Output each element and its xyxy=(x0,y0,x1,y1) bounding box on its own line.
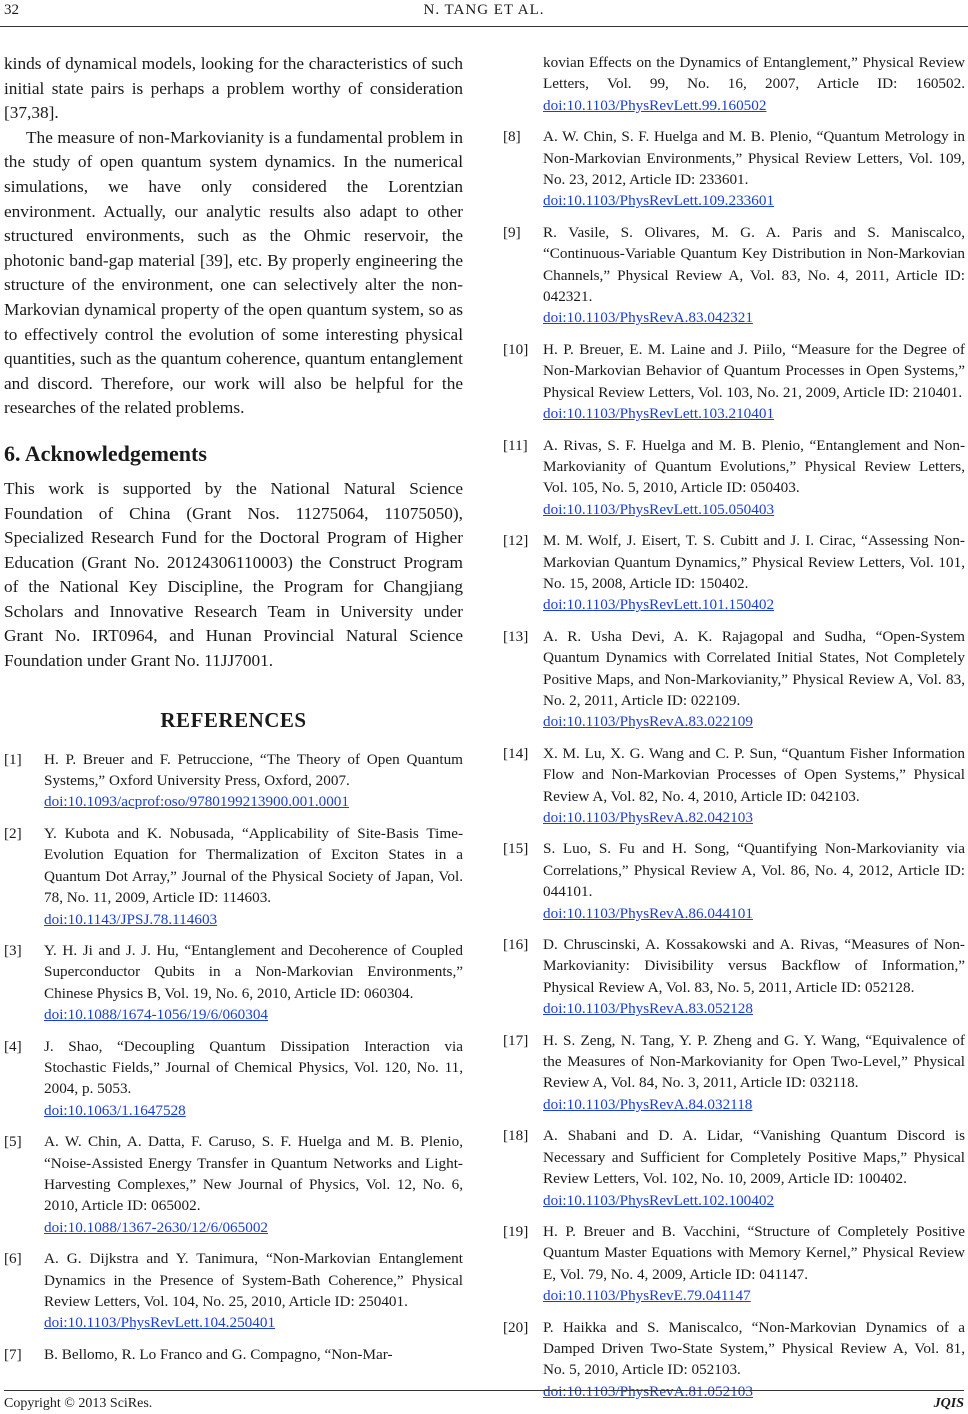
reference-text: B. Bellomo, R. Lo Franco and G. Compagno, “Non-Mar- xyxy=(44,1345,393,1363)
reference-item xyxy=(4,1248,463,1334)
reference-item xyxy=(503,1125,965,1211)
right-column xyxy=(503,52,965,1412)
reference-doi-link[interactable]: doi:10.1103/PhysRevA.82.042103 xyxy=(543,809,753,826)
reference-number: [19] xyxy=(503,1222,529,1240)
reference-text: A. W. Chin, A. Datta, F. Caruso, S. F. Huelga and M. B. Plenio, “Noise-Assisted Energy Transfer in Quantum Networks and Light-Harvesting Complexes,” New Journal of Physics, Vol. 12, No. 6, 2010, Article ID: 065002. xyxy=(44,1133,463,1215)
reference-doi-link[interactable]: doi:10.1103/PhysRevLett.103.210401 xyxy=(543,405,775,423)
reference-text: R. Vasile, S. Olivares, M. G. A. Paris and S. Maniscalco, “Continuous-Variable Quantum Key Distribution in Non-Markovian Channels,” Physical Review A, Vol. 83, No. 4, 2011, Article ID: 042321. xyxy=(543,223,965,306)
reference-number: [1] xyxy=(4,750,22,768)
reference-doi-link[interactable]: doi:10.1093/acprof:oso/9780199213900.001.0001 xyxy=(44,793,349,811)
reference-doi-link[interactable]: doi:10.1103/PhysRevA.86.044101 xyxy=(543,904,753,922)
reference-number: [9] xyxy=(503,223,521,241)
reference-doi-link[interactable]: doi:10.1088/1674-1056/19/6/060304 xyxy=(44,1006,269,1024)
acknowledgements-text: This work is supported by the National Natural Science Foundation of China (Grant Nos. 11275064, 11075050), Specialized Research Fund for the Doctoral Program of Higher Education (Grant No. 20124306110003) the Construct Program of the National Key Discipline, the Program for Changjiang Scholars and Innovative Research Team in University under Grant No. IRT0964, and Hunan Provincial Natural Science Foundation under Grant No. 11JJ7001. xyxy=(4,478,463,671)
reference-text: A. Shabani and D. A. Lidar, “Vanishing Quantum Discord is Necessary and Sufficient for Completely Positive Maps,” Physical Review Letters, Vol. 102, No. 10, 2009, Article ID: 100402. xyxy=(543,1127,965,1188)
reference-doi-link[interactable]: doi:10.1143/JPSJ.78.114603 xyxy=(44,910,218,928)
reference-text: P. Haikka and S. Maniscalco, “Non-Markovian Dynamics of a Damped Driven Two-State System,” Physical Review A, Vol. 81, No. 5, 2010, Article ID: 052103. xyxy=(543,1318,965,1379)
reference-number: [2] xyxy=(4,824,22,842)
reference-item xyxy=(503,435,965,521)
reference-item xyxy=(503,1221,965,1307)
page-number: 32 xyxy=(4,2,19,18)
reference-text: A. Rivas, S. F. Huelga and M. B. Plenio, “Entanglement and Non-Markovianity of Quantum Evolutions,” Physical Review Letters, Vol. 105, No. 5, 2010, Article ID: 050403. xyxy=(543,436,965,497)
acknowledgements-heading: 6. Acknowledgements xyxy=(4,440,207,466)
reference-doi-link[interactable]: doi:10.1103/PhysRevLett.99.160502 xyxy=(543,96,767,114)
reference-text: H. S. Zeng, N. Tang, Y. P. Zheng and G. Y. Wang, “Equivalence of the Measures of Non-Markovianity for Open Two-Level,” Physical Review A, Vol. 84, No. 3, 2011, Article ID: 032118. xyxy=(543,1031,965,1092)
reference-doi-link[interactable]: doi:10.1103/PhysRevLett.102.100402 xyxy=(543,1191,775,1209)
references-list-right xyxy=(503,126,965,1402)
reference-doi-link[interactable]: doi:10.1103/PhysRevLett.104.250401 xyxy=(44,1314,276,1332)
reference-number: [8] xyxy=(503,128,521,146)
running-title: N. TANG ET AL. xyxy=(423,2,545,18)
reference-doi-link[interactable]: doi:10.1103/PhysRevA.83.052128 xyxy=(543,1000,753,1018)
reference-doi-link[interactable]: doi:10.1103/PhysRevA.81.052103 xyxy=(543,1382,753,1400)
reference-number: [13] xyxy=(503,627,529,645)
body-paragraph-2: The measure of non-Markovianity is a fundamental problem in the study of open quantum system dynamics. In the numerical simulations, we have only considered the Lorentzian environment. Actually, our analytic results also adapt to other structured environments, such as the Ohmic reservoir, the photonic band-gap material [39], etc. By properly engineering the structure of the environment, one can selectively alter the non-Markovian dynamical property of the open quantum system, so as to effectively control the evolution of some interesting physical quantities, such as the quantum coherence, quantum entanglement and discord. Therefore, our work will also be helpful for the researches of the related problems. xyxy=(4,127,463,418)
reference-item xyxy=(503,934,965,1020)
reference-number: [10] xyxy=(503,340,529,358)
reference-doi-link[interactable]: doi:10.1103/PhysRevA.83.042321 xyxy=(543,309,753,327)
reference-number: [3] xyxy=(4,941,22,959)
reference-item xyxy=(503,530,965,616)
footer-rule xyxy=(4,1390,964,1391)
reference-text: X. M. Lu, X. G. Wang and C. P. Sun, “Quantum Fisher Information Flow and Non-Markovian Processes of Open Systems,” Physical Review A, Vol. 82, No. 4, 2010, Article ID: 042103. xyxy=(543,744,965,805)
page-footer xyxy=(4,1396,964,1414)
reference-number: [12] xyxy=(503,532,529,550)
reference-item xyxy=(4,940,463,1026)
reference-doi-link[interactable]: doi:10.1103/PhysRevLett.105.050403 xyxy=(543,500,775,518)
reference-doi-link[interactable]: doi:10.1103/PhysRevA.83.022109 xyxy=(543,713,753,731)
reference-number: [17] xyxy=(503,1031,529,1049)
reference-number: [15] xyxy=(503,840,529,858)
reference-number: [18] xyxy=(503,1127,529,1145)
reference-number: [6] xyxy=(4,1250,22,1268)
reference-doi-link[interactable]: doi:10.1103/PhysRevLett.101.150402 xyxy=(543,596,775,614)
reference-item xyxy=(503,1030,965,1116)
reference-item xyxy=(4,1344,463,1365)
reference-item xyxy=(503,222,965,329)
reference-item xyxy=(503,626,965,733)
reference-text: M. M. Wolf, J. Eisert, T. S. Cubitt and J. I. Cirac, “Assessing Non-Markovian Quantum Dynamics,” Physical Review Letters, Vol. 101, No. 15, 2008, Article ID: 150402. xyxy=(543,532,965,592)
left-column xyxy=(4,52,463,1375)
reference-text: H. P. Breuer and F. Petruccione, “The Theory of Open Quantum Systems,” Oxford University Press, Oxford, 2007. xyxy=(44,750,463,790)
reference-text: A. G. Dijkstra and Y. Tanimura, “Non-Markovian Entanglement Dynamics in the Presence of System-Bath Coherence,” Physical Review Letters, Vol. 104, No. 25, 2010, Article ID: 250401. xyxy=(44,1250,463,1310)
reference-number: [4] xyxy=(4,1037,22,1055)
reference-number: [11] xyxy=(503,436,528,454)
copyright-notice: Copyright © 2013 SciRes. xyxy=(4,1396,153,1411)
reference-number: [5] xyxy=(4,1133,22,1151)
reference-item xyxy=(503,743,965,829)
reference-text: H. P. Breuer, E. M. Laine and J. Piilo, “Measure for the Degree of Non-Markovian Behavior of Quantum Processes in Open Systems,” Physical Review Letters, Vol. 103, No. 21, 2009, Article ID: 210401. xyxy=(543,340,965,401)
reference-item xyxy=(4,1036,463,1122)
reference-number: [16] xyxy=(503,936,529,954)
page-header xyxy=(0,0,968,24)
journal-abbreviation: JQIS xyxy=(933,1396,964,1411)
reference-item xyxy=(4,1131,463,1238)
reference-text: A. R. Usha Devi, A. K. Rajagopal and Sudha, “Open-System Quantum Dynamics with Correlated Initial States, Not Completely Positive Maps, and Non-Markovianity,” Physical Review A, Vol. 83, No. 2, 2011, Article ID: 022109. xyxy=(543,627,965,709)
reference-doi-link[interactable]: doi:10.1103/PhysRevE.79.041147 xyxy=(543,1287,751,1305)
reference-item xyxy=(503,838,965,924)
reference-text: S. Luo, S. Fu and H. Song, “Quantifying Non-Markovianity via Correlations,” Physical Review A, Vol. 86, No. 4, 2012, Article ID: 044101. xyxy=(543,840,965,901)
reference-doi-link[interactable]: doi:10.1103/PhysRevLett.109.233601 xyxy=(543,192,775,210)
header-rule xyxy=(0,26,968,27)
references-heading: REFERENCES xyxy=(160,707,307,732)
reference-doi-link[interactable]: doi:10.1088/1367-2630/12/6/065002 xyxy=(44,1218,269,1236)
reference-item xyxy=(503,126,965,212)
reference-text: Y. H. Ji and J. J. Hu, “Entanglement and Decoherence of Coupled Superconductor Qubits in a Non-Markovian Environments,” Chinese Physics B, Vol. 19, No. 6, 2010, Article ID: 060304. xyxy=(44,941,463,1002)
reference-number: [7] xyxy=(4,1345,22,1363)
reference-text: A. W. Chin, S. F. Huelga and M. B. Plenio, “Quantum Metrology in Non-Markovian Environments,” Physical Review Letters, Vol. 109, No. 23, 2012, Article ID: 233601. xyxy=(543,128,965,189)
reference-item xyxy=(503,339,965,425)
reference-text: J. Shao, “Decoupling Quantum Dissipation Interaction via Stochastic Fields,” Journal of Chemical Physics, Vol. 120, No. 11, 2004, p. 5053. xyxy=(44,1037,463,1098)
body-paragraph-1: kinds of dynamical models, looking for the characteristics of such initial state pairs is perhaps a problem worthy of consideration [37,38]. xyxy=(4,54,463,123)
reference-item xyxy=(4,823,463,930)
references-list-left xyxy=(4,749,463,1366)
reference-item xyxy=(4,749,463,813)
reference-item-continuation xyxy=(503,52,965,116)
reference-text: D. Chruscinski, A. Kossakowski and A. Rivas, “Measures of Non-Markovianity: Divisibility versus Backflow of Information,” Physical Review A, Vol. 83, No. 5, 2011, Article ID: 052128. xyxy=(543,936,965,996)
reference-number: [20] xyxy=(503,1318,529,1336)
reference-text: kovian Effects on the Dynamics of Entanglement,” Physical Review Letters, Vol. 99, No. 16, 2007, Article ID: 160502. xyxy=(543,54,965,93)
reference-doi-link[interactable]: doi:10.1063/1.1647528 xyxy=(44,1101,186,1119)
reference-text: Y. Kubota and K. Nobusada, “Applicability of Site-Basis Time-Evolution Equation for Thermalization of Exciton States in a Quantum Dot Array,” Journal of the Physical Society of Japan, Vol. 78, No. 11, 2009, Article ID: 114603. xyxy=(44,824,463,907)
reference-doi-link[interactable]: doi:10.1103/PhysRevA.84.032118 xyxy=(543,1095,753,1113)
reference-number: [14] xyxy=(503,744,529,762)
reference-text: H. P. Breuer and B. Vacchini, “Structure of Completely Positive Quantum Master Equations with Memory Kernel,” Physical Review E, Vol. 79, No. 4, 2009, Article ID: 041147. xyxy=(543,1222,965,1283)
